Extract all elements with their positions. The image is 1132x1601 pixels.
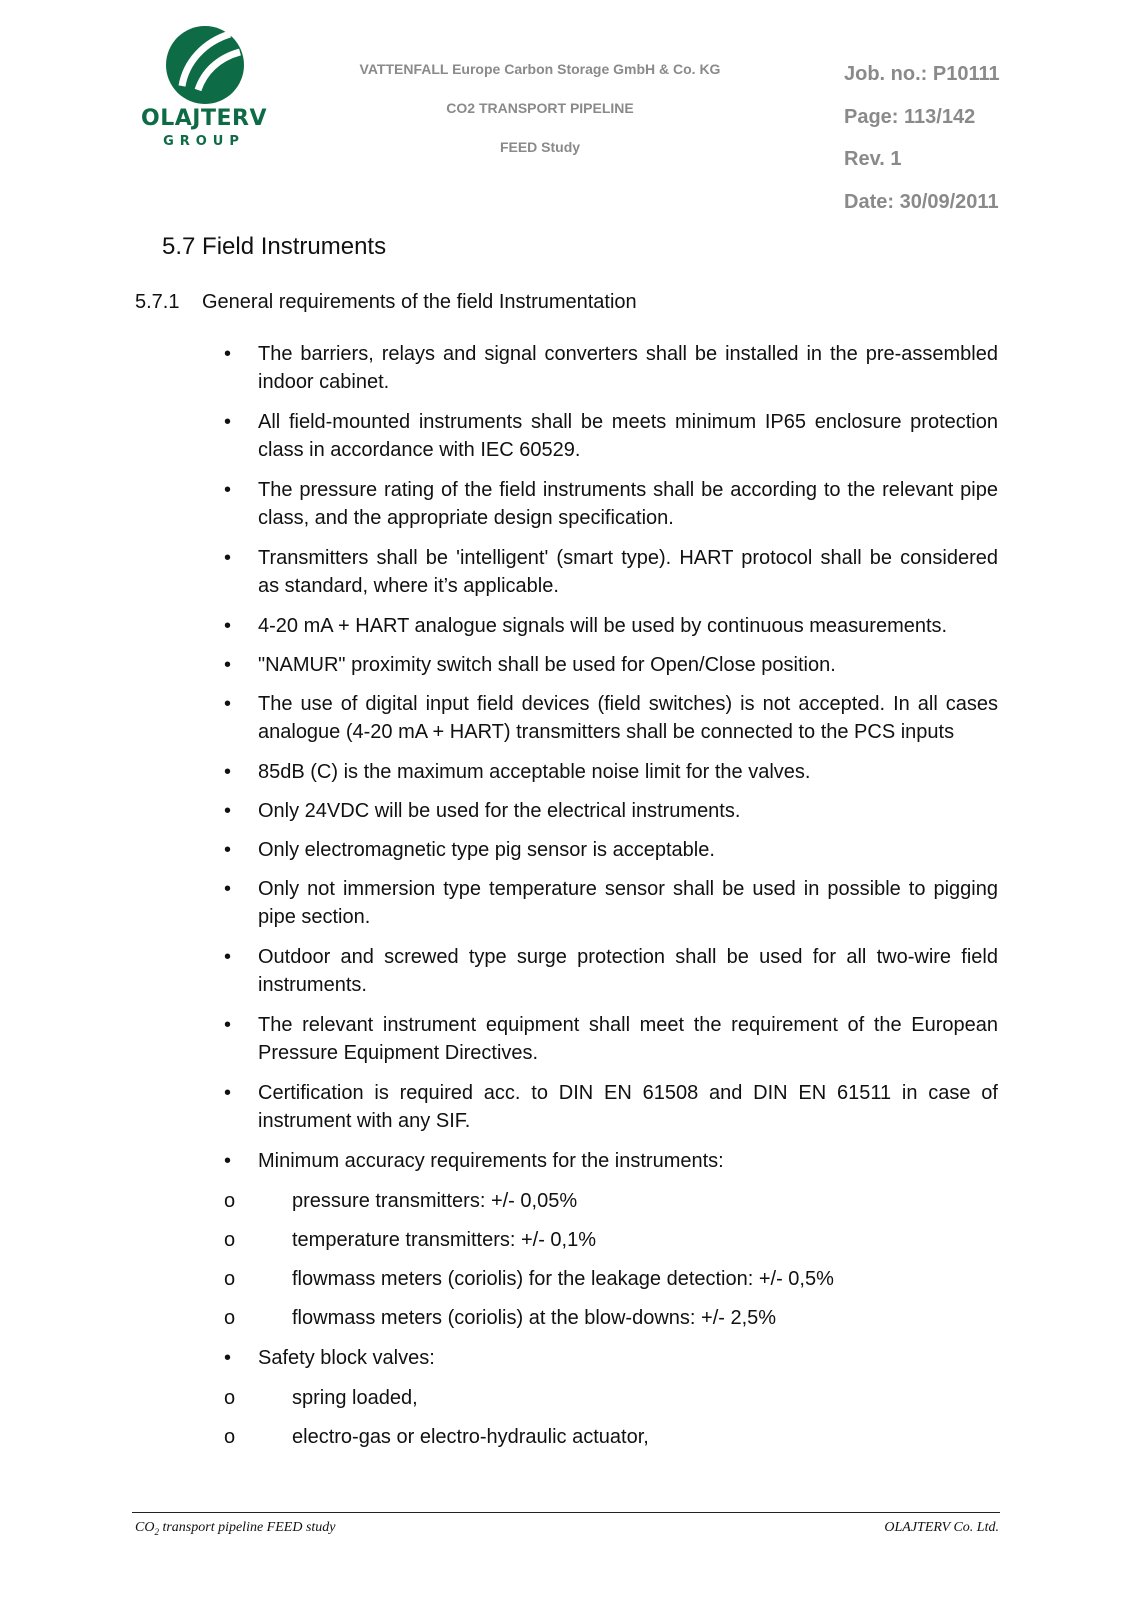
company-logo [140, 22, 270, 162]
list-item: • 85dB (C) is the maximum acceptable noise limit for the valves. [224, 758, 998, 786]
list-item-accuracy [224, 1147, 998, 1332]
list-item: • The relevant instrument equipment shall meet the requirement of the European Pressure Equipment Directives. [224, 1011, 998, 1067]
header-company: VATTENFALL Europe Carbon Storage GmbH & Co. KG [359, 61, 721, 77]
header-project: CO2 TRANSPORT PIPELINE [446, 100, 634, 116]
sublist-item: o electro-gas or electro-hydraulic actuator, [224, 1423, 998, 1451]
footer-company: OLAJTERV Co. Ltd. [884, 1520, 999, 1535]
footer-divider [132, 1512, 1000, 1513]
requirements-list [224, 340, 998, 1463]
sublist-item: o spring loaded, [224, 1384, 998, 1412]
logo-group-text: GROUP [163, 134, 245, 149]
list-item: • Outdoor and screwed type surge protection shall be used for all two-wire field instruments. [224, 943, 998, 999]
list-item: • The pressure rating of the field instruments shall be according to the relevant pipe class, and the appropriate design specification. [224, 476, 998, 532]
footer-title-rest: transport pipeline FEED study [158, 1520, 336, 1535]
list-item: • The barriers, relays and signal converters shall be installed in the pre-assembled indoor cabinet. [224, 340, 998, 396]
header-date: Date: 30/09/2011 [844, 191, 999, 213]
header-rev: Rev. 1 [844, 148, 902, 170]
sublist-item: o temperature transmitters: +/- 0,1% [224, 1226, 998, 1254]
list-item: • All field-mounted instruments shall be meets minimum IP65 enclosure protection class in accordance with IEC 60529. [224, 408, 998, 464]
list-item: • Certification is required acc. to DIN EN 61508 and DIN EN 61511 in case of instrument with any SIF. [224, 1079, 998, 1135]
header-job-no: Job. no.: P10111 [844, 63, 1000, 85]
sublist-item: o flowmass meters (coriolis) at the blow-downs: +/- 2,5% [224, 1304, 998, 1332]
list-item: • Only not immersion type temperature sensor shall be used in possible to pigging pipe section. [224, 875, 998, 931]
olajterv-leaf-icon [164, 24, 246, 106]
footer-document-title [135, 1520, 336, 1537]
accuracy-sublist [258, 1187, 998, 1332]
list-item-valves [224, 1344, 998, 1451]
footer-title-prefix: CO [135, 1520, 155, 1535]
logo-wordmark: OLAJTERV [141, 106, 267, 131]
valves-sublist [258, 1384, 998, 1451]
list-item: • The use of digital input field devices (field switches) is not accepted. In all cases analogue (4-20 mA + HART) transmitters shall be connected to the PCS inputs [224, 690, 998, 746]
footer-title-subscript: 2 [154, 1526, 159, 1537]
sublist-item: o pressure transmitters: +/- 0,05% [224, 1187, 998, 1215]
list-item: • Only electromagnetic type pig sensor is acceptable. [224, 836, 998, 864]
header-page: Page: 113/142 [844, 106, 976, 128]
list-item: • "NAMUR" proximity switch shall be used for Open/Close position. [224, 651, 998, 679]
list-item: • Transmitters shall be 'intelligent' (smart type). HART protocol shall be considered as standard, where it’s applicable. [224, 544, 998, 600]
subsection-title: General requirements of the field Instrumentation [202, 291, 637, 313]
header-study: FEED Study [499, 139, 581, 155]
valves-label: Safety block valves: [258, 1347, 435, 1369]
sublist-item: o flowmass meters (coriolis) for the leakage detection: +/- 0,5% [224, 1265, 998, 1293]
list-item: • 4-20 mA + HART analogue signals will be used by continuous measurements. [224, 612, 998, 640]
subsection-number: 5.7.1 [135, 291, 180, 313]
list-item: • Only 24VDC will be used for the electrical instruments. [224, 797, 998, 825]
accuracy-label: Minimum accuracy requirements for the instruments: [258, 1150, 724, 1172]
section-title: 5.7 Field Instruments [162, 233, 387, 260]
